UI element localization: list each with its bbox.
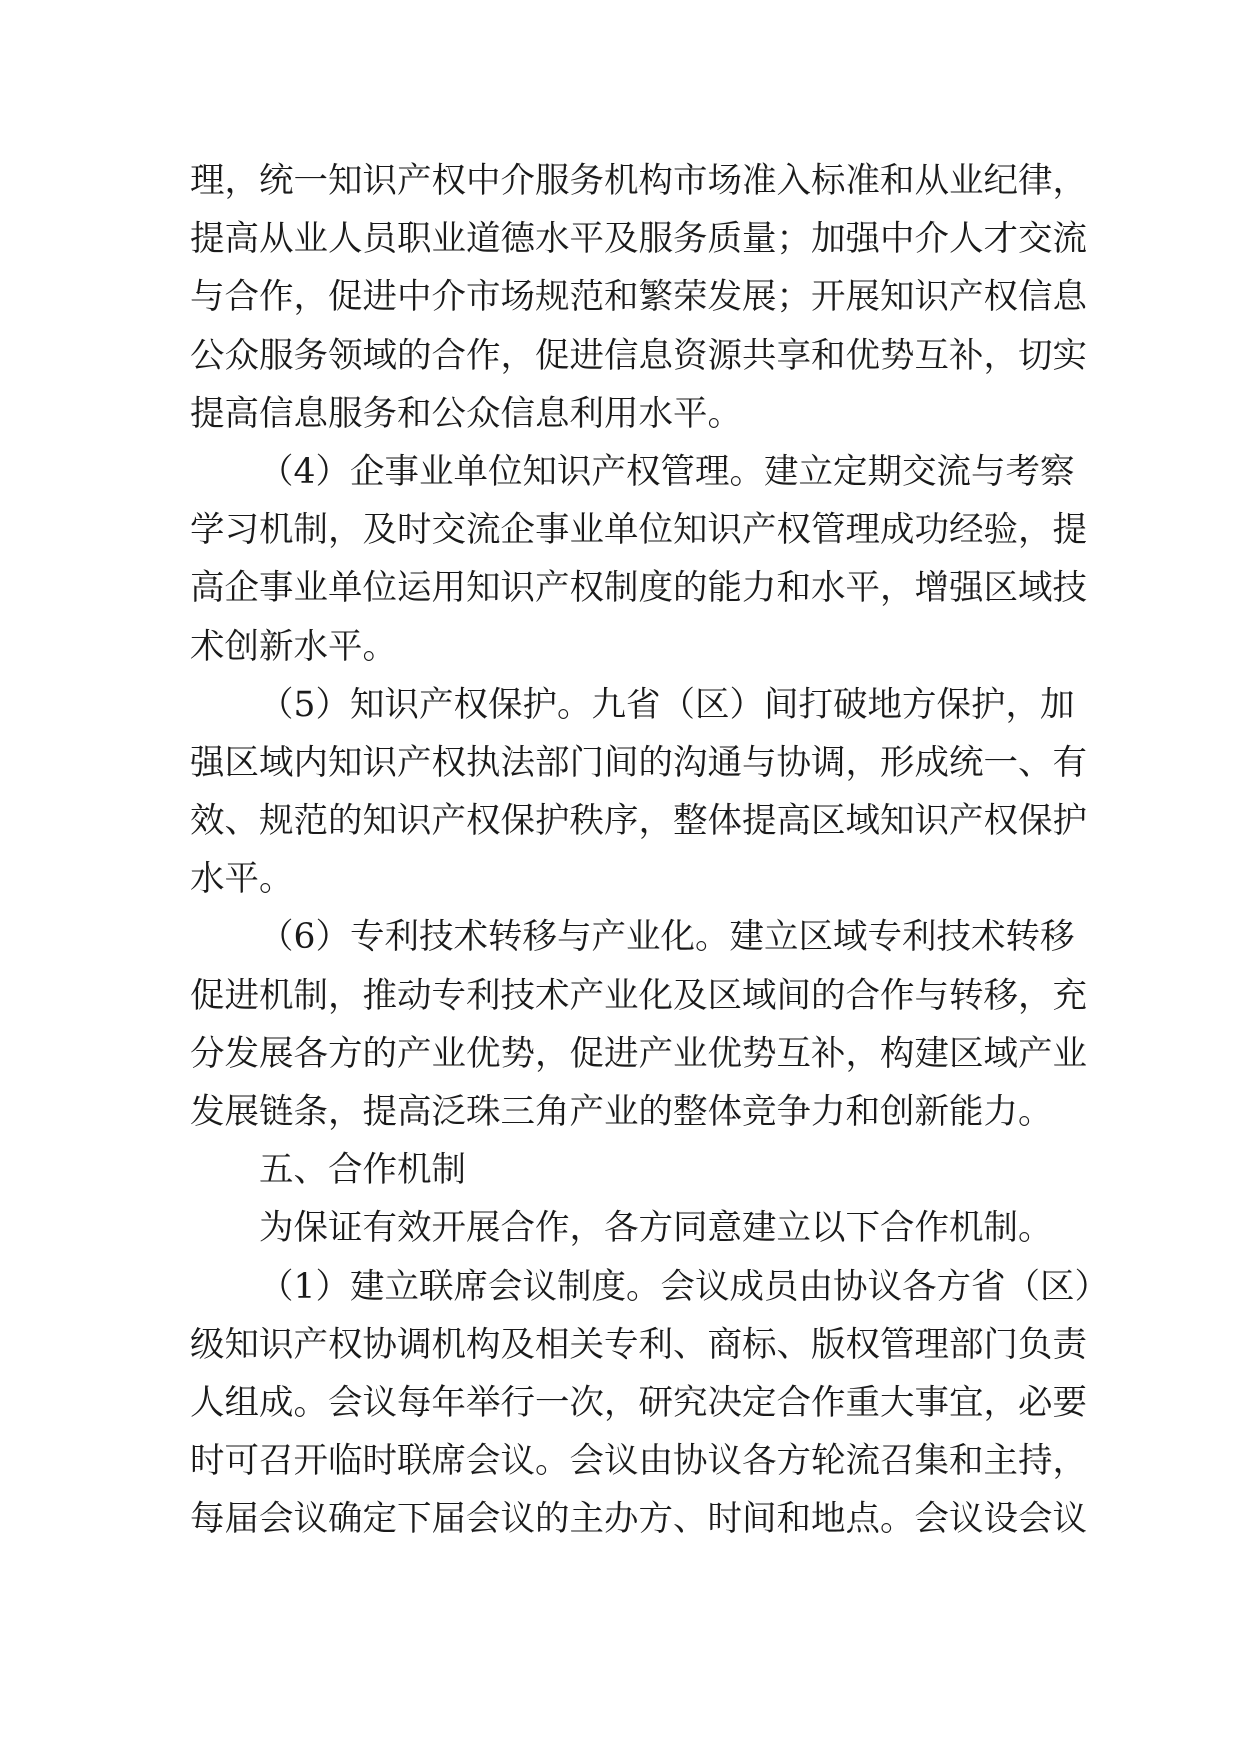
text-line: 与合作，促进中介市场规范和繁荣发展；开展知识产权信息 (190, 277, 1087, 318)
paragraph-start-line: （1）建立联席会议制度。会议成员由协议各方省（区） (259, 1266, 1109, 1307)
text-line: 学习机制，及时交流企事业单位知识产权管理成功经验，提 (190, 510, 1087, 551)
text-line: 公众服务领域的合作，促进信息资源共享和优势互补，切实 (190, 335, 1087, 376)
paragraph-start-line: （5）知识产权保护。九省（区）间打破地方保护，加 (259, 684, 1075, 725)
paragraph-start-line: （4）企事业单位知识产权管理。建立定期交流与考察 (259, 451, 1075, 492)
text-line: 水平。 (190, 859, 294, 900)
text-line: 提高从业人员职业道德水平及服务质量；加强中介人才交流 (190, 219, 1087, 260)
text-line: 提高信息服务和公众信息利用水平。 (190, 393, 742, 434)
section-heading: 五、合作机制 (259, 1150, 466, 1191)
text-line: 每届会议确定下届会议的主办方、时间和地点。会议设会议 (190, 1499, 1087, 1540)
text-line: 级知识产权协调机构及相关专利、商标、版权管理部门负责 (190, 1324, 1087, 1365)
text-line: 效、规范的知识产权保护秩序，整体提高区域知识产权保护 (190, 801, 1087, 842)
text-line: 促进机制，推动专利技术产业化及区域间的合作与转移，充 (190, 975, 1087, 1016)
text-line: 高企事业单位运用知识产权制度的能力和水平，增强区域技 (190, 568, 1087, 609)
text-line: 人组成。会议每年举行一次，研究决定合作重大事宜，必要 (190, 1382, 1087, 1423)
document-page (190, 152, 1109, 1549)
paragraph-start-line: 为保证有效开展合作，各方同意建立以下合作机制。 (259, 1208, 1053, 1249)
text-line: 分发展各方的产业优势，促进产业优势互补，构建区域产业 (190, 1033, 1087, 1074)
paragraph-start-line: （6）专利技术转移与产业化。建立区域专利技术转移 (259, 917, 1075, 958)
text-line: 发展链条，提高泛珠三角产业的整体竞争力和创新能力。 (190, 1092, 1053, 1132)
text-line: 术创新水平。 (190, 626, 397, 667)
text-line: 强区域内知识产权执法部门间的沟通与协调，形成统一、有 (190, 742, 1087, 783)
text-line: 时可召开临时联席会议。会议由协议各方轮流召集和主持， (190, 1441, 1087, 1482)
text-line: 理，统一知识产权中介服务机构市场准入标准和从业纪律， (190, 161, 1087, 201)
